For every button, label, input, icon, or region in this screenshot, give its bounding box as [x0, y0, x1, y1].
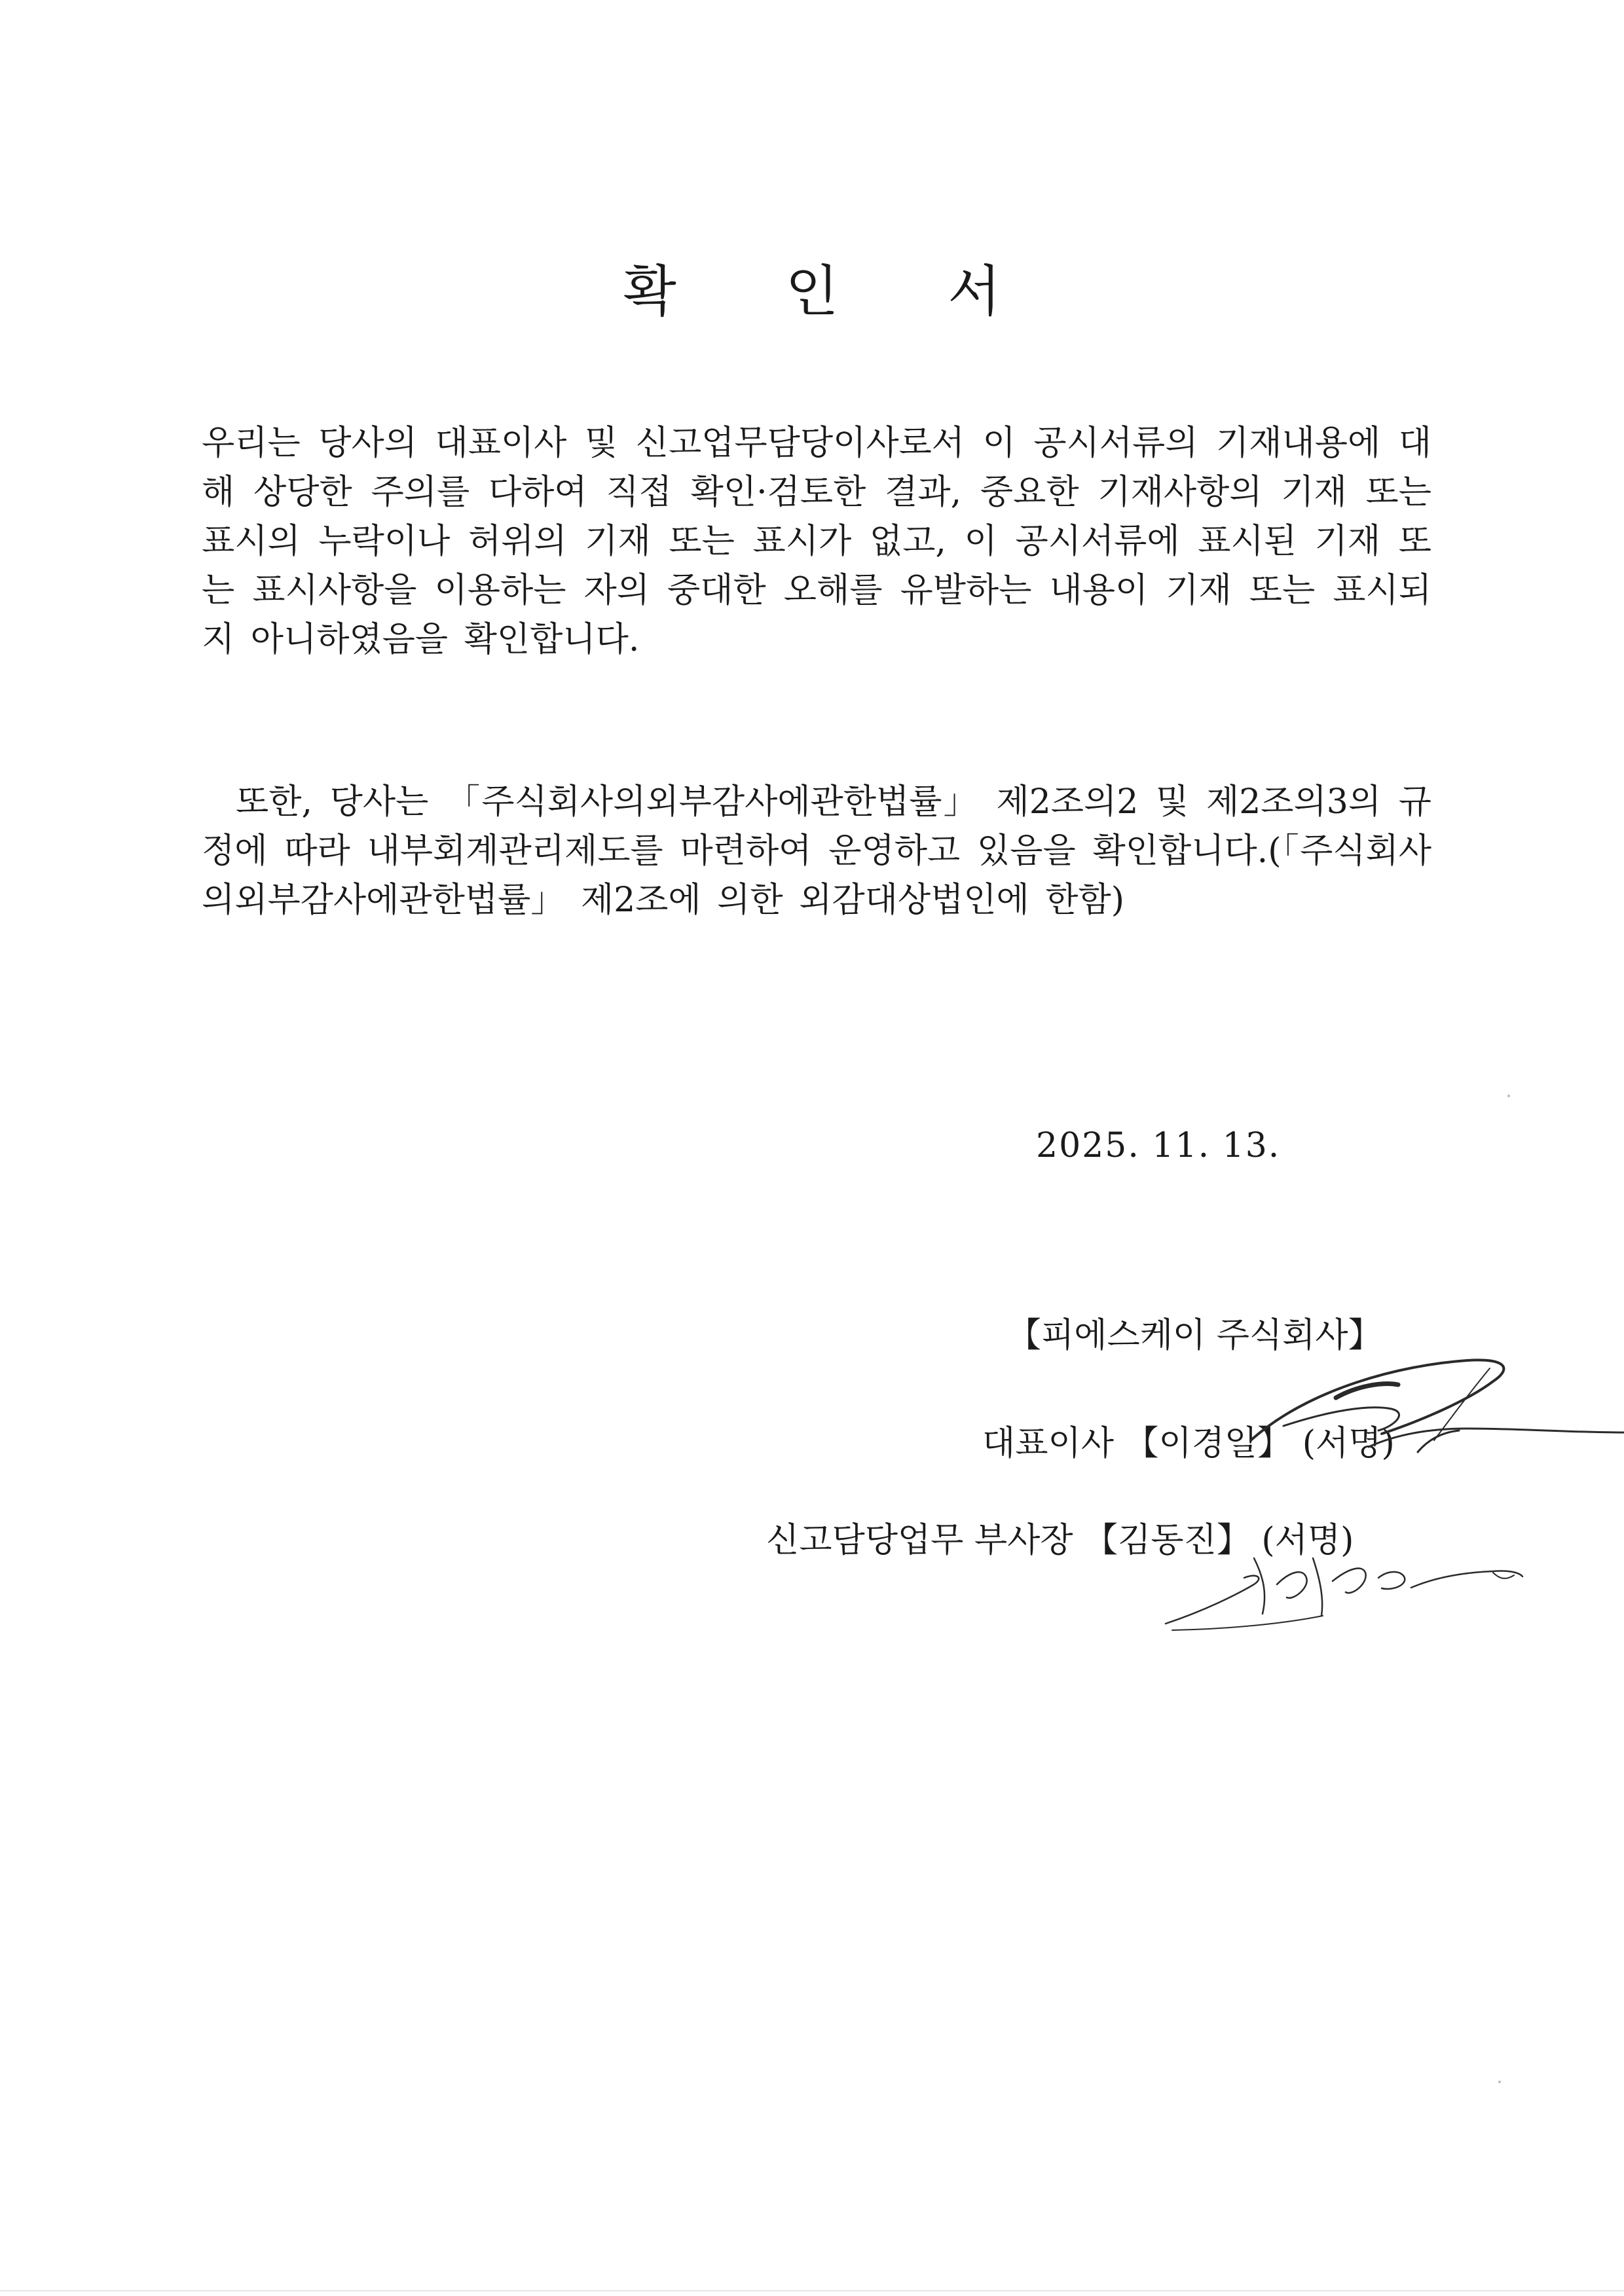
officer-handwritten-signature: [1153, 1532, 1532, 1643]
officer-title: 신고담당업무 부사장: [766, 1521, 1073, 1560]
ceo-name: 【이경일】: [1124, 1424, 1292, 1463]
scan-speck: [1507, 1095, 1510, 1097]
scan-speck: [1498, 2081, 1501, 2083]
document-title: 확 인 서: [623, 259, 1047, 323]
officer-signature-mark: (서명): [1261, 1521, 1354, 1560]
confirmation-paragraph: 우리는 당사의 대표이사 및 신고업무담당이사로서 이 공시서류의 기재내용에 대해 상당한 주의를 다하여 직접 확인·검토한 결과, 중요한 기재사항의 기재 또는 표시의 누락이나 허위의 기재 또는 표시가 없고, 이 공시서류에 표시된 기재 또는 표시사항을 이용하는 자의 중대한 오해를 유발하는 내용이 기재 또는 표시되지 아니하였음을 확인합니다.: [202, 424, 1431, 659]
scan-edge-line: [0, 2290, 1624, 2291]
company-name: 【피에스케이 주식회사】: [1007, 1316, 1382, 1355]
internal-control-paragraph: 또한, 당사는 「주식회사의외부감사에관한법률」 제2조의2 및 제2조의3의 규정에 따라 내부회계관리제도를 마련하여 운영하고 있음을 확인합니다.(「주식회사의외부감사에관한법률」 제2조에 의한 외감대상법인에 한함): [202, 782, 1431, 920]
ceo-handwritten-signature: [1231, 1349, 1624, 1473]
ceo-title: 대표이사: [982, 1424, 1114, 1463]
officer-name: 【김동진】: [1084, 1521, 1251, 1560]
document-date: 2025. 11. 13.: [1036, 1126, 1281, 1165]
ceo-signature-mark: (서명): [1302, 1424, 1395, 1463]
